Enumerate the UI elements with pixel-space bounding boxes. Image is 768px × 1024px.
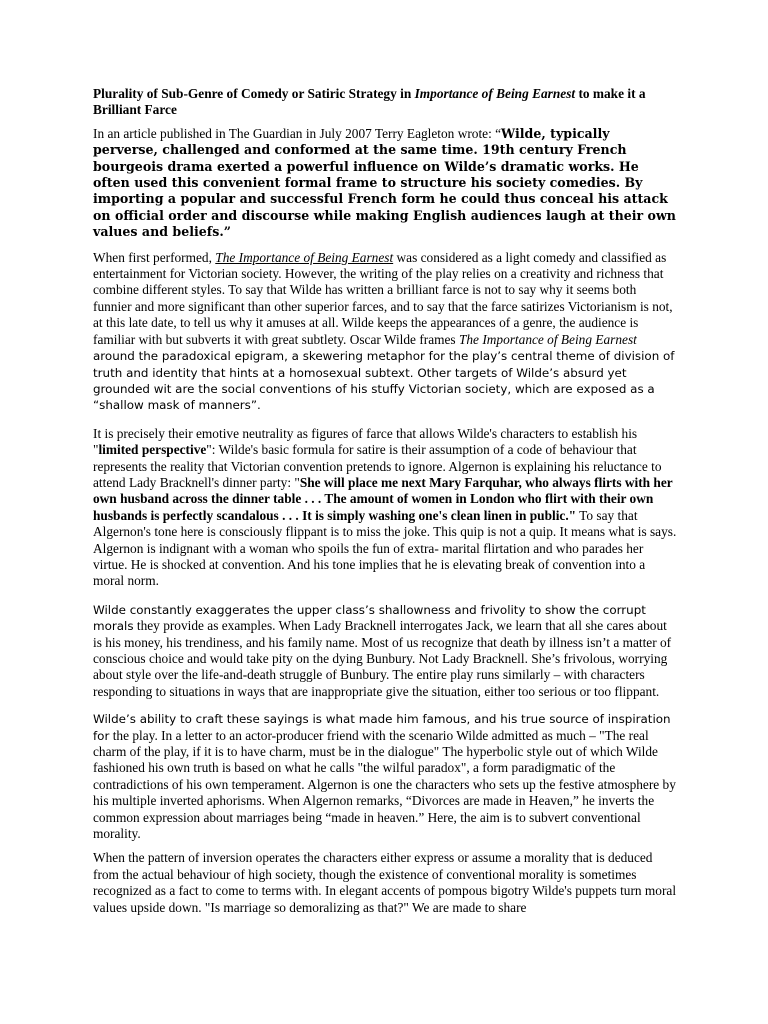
- paragraph-text: In an article published in The Guardian in July 2007 Terry Eagleton wrote: “: [93, 125, 502, 141]
- paragraph-text: When first performed,: [93, 249, 216, 265]
- limited-perspective-phrase: limited perspective: [98, 442, 207, 458]
- paragraph-text: they provide as examples. When Lady Bracknell interrogates Jack, we learn that all she cares about is his money, his trendiness, and his family name. Most of us recognize that death by illness isn’t a matter of conscious choice and would take pity on the dying Bunbury. Not Lady Bracknell. She’s frivolous, worrying about style over the life-and-death struggle of Bunbury. The entire play runs similarly – with characters responding to situations in ways that are inappropriate give the situation, either too serious or too flippant.: [93, 618, 672, 699]
- paragraph-sayings: [93, 711, 678, 842]
- paragraph-text: ": Wilde's basic formula for satire is their assumption of a code of behaviour that represents the reality that Victorian convention pretends to ignore. Algernon is explaining his reluctance to attend Lady Bracknell's dinner party: ": [93, 442, 662, 490]
- paragraph-inversion: When the pattern of inversion operates the characters either express or assume a morality that is deduced from the actual behaviour of high society, though the existence of conventional morality is sometimes recognized as a fact to come to terms with. In elegant accents of pompous bigotry Wilde's puppets turn moral values upside down. "Is marriage so demoralizing as that?" We are made to share: [93, 850, 677, 915]
- paragraph-upper-class: [93, 602, 678, 700]
- paragraph-text: Wilde’s ability to craft these sayings is what made him famous, and his true source of inspiration for: [93, 712, 671, 743]
- paragraph-eagleton-quote: [93, 126, 678, 241]
- title-play-name: Importance of Being Earnest: [414, 86, 576, 101]
- paragraph-text: To say that Algernon's tone here is consciously flippant is to miss the joke. This quip is not a quip. It means what is says. Algernon is indignant with a woman who spoils the fun of extra- marital flirtation and who parades her virtue. He is shocked at convention. And his tone implies that he is elevating break of convention into a moral norm.: [93, 507, 677, 589]
- paragraph-text: It is precisely their emotive neutrality as figures of farce that allows Wilde's characters to establish his ": [93, 425, 638, 458]
- paragraph-text: the play. In a letter to an actor-producer friend with the scenario Wilde admitted as much – "The real charm of the play, if it is to have charm, must be in the dialogue" The hyperbolic style out of which Wilde fashioned his own truth is based on what he calls "the wilful paradox", a form paradigmatic of the contradictions of his own temperament. Algernon is one the characters who sets up the festive atmosphere by his multiple inverted aphorisms. When Algernon remarks, “Divorces are made in Heaven,” he inverts the common expression about marriages being “made in heaven.” Here, the aim is to subvert conventional morality.: [93, 727, 676, 842]
- paragraph-text: Wilde constantly exaggerates the upper class’s shallowness and frivolity to show the corrupt morals: [93, 602, 646, 634]
- play-title-link[interactable]: The Importance of Being Earnest: [215, 249, 394, 265]
- paragraph-first-performed: [93, 250, 678, 414]
- paragraph-text: around the paradoxical epigram, a skewering metaphor for the play’s central theme of division of truth and identity that hints at a homosexual subtext. Other targets of Wilde’s absurd yet grounded wit are the social conventions of his stuffy Victorian society, which are exposed as a “shallow mask of manners”.: [93, 349, 675, 413]
- title-text-end: to make it a Brilliant Farce: [93, 86, 646, 118]
- algernon-quote: She will place me next Mary Farquhar, who always flirts with her own husband across the dinner table . . . The amount of women in London who flirt with their own husbands is perfectly scandalous . . . It is simply washing one's clean linen in public.": [93, 474, 673, 523]
- play-title-italic: The Importance of Being Earnest: [458, 331, 637, 347]
- paragraph-emotive-neutrality: [93, 426, 678, 590]
- eagleton-quote: Wilde, typically perverse, challenged and conformed at the same time. 19th century French bourgeois drama exerted a powerful influence on Wilde’s dramatic works. He often used this convenient formal frame to structure his society comedies. By importing a popular and successful French form he could thus conceal his attack on official order and discourse while making English audiences laugh at their own values and beliefs.”: [93, 125, 676, 240]
- title-text-start: Plurality of Sub-Genre of Comedy or Satiric Strategy in: [93, 86, 415, 101]
- paragraph-text: was considered as a light comedy and classified as entertainment for Victorian society. However, the writing of the play relies on a creativity and richness that combine different styles. To say that Wilde has written a brilliant farce is not to say why it seems both funnier and more significant than other superior farces, and to say that the farce satirizes Victorianism is not, at this late date, to tell us why it amuses at all. Wilde keeps the appearances of a genre, the audience is familiar with but subverts it with great subtlety. Oscar Wilde frames: [93, 249, 673, 347]
- document-title: [93, 86, 678, 119]
